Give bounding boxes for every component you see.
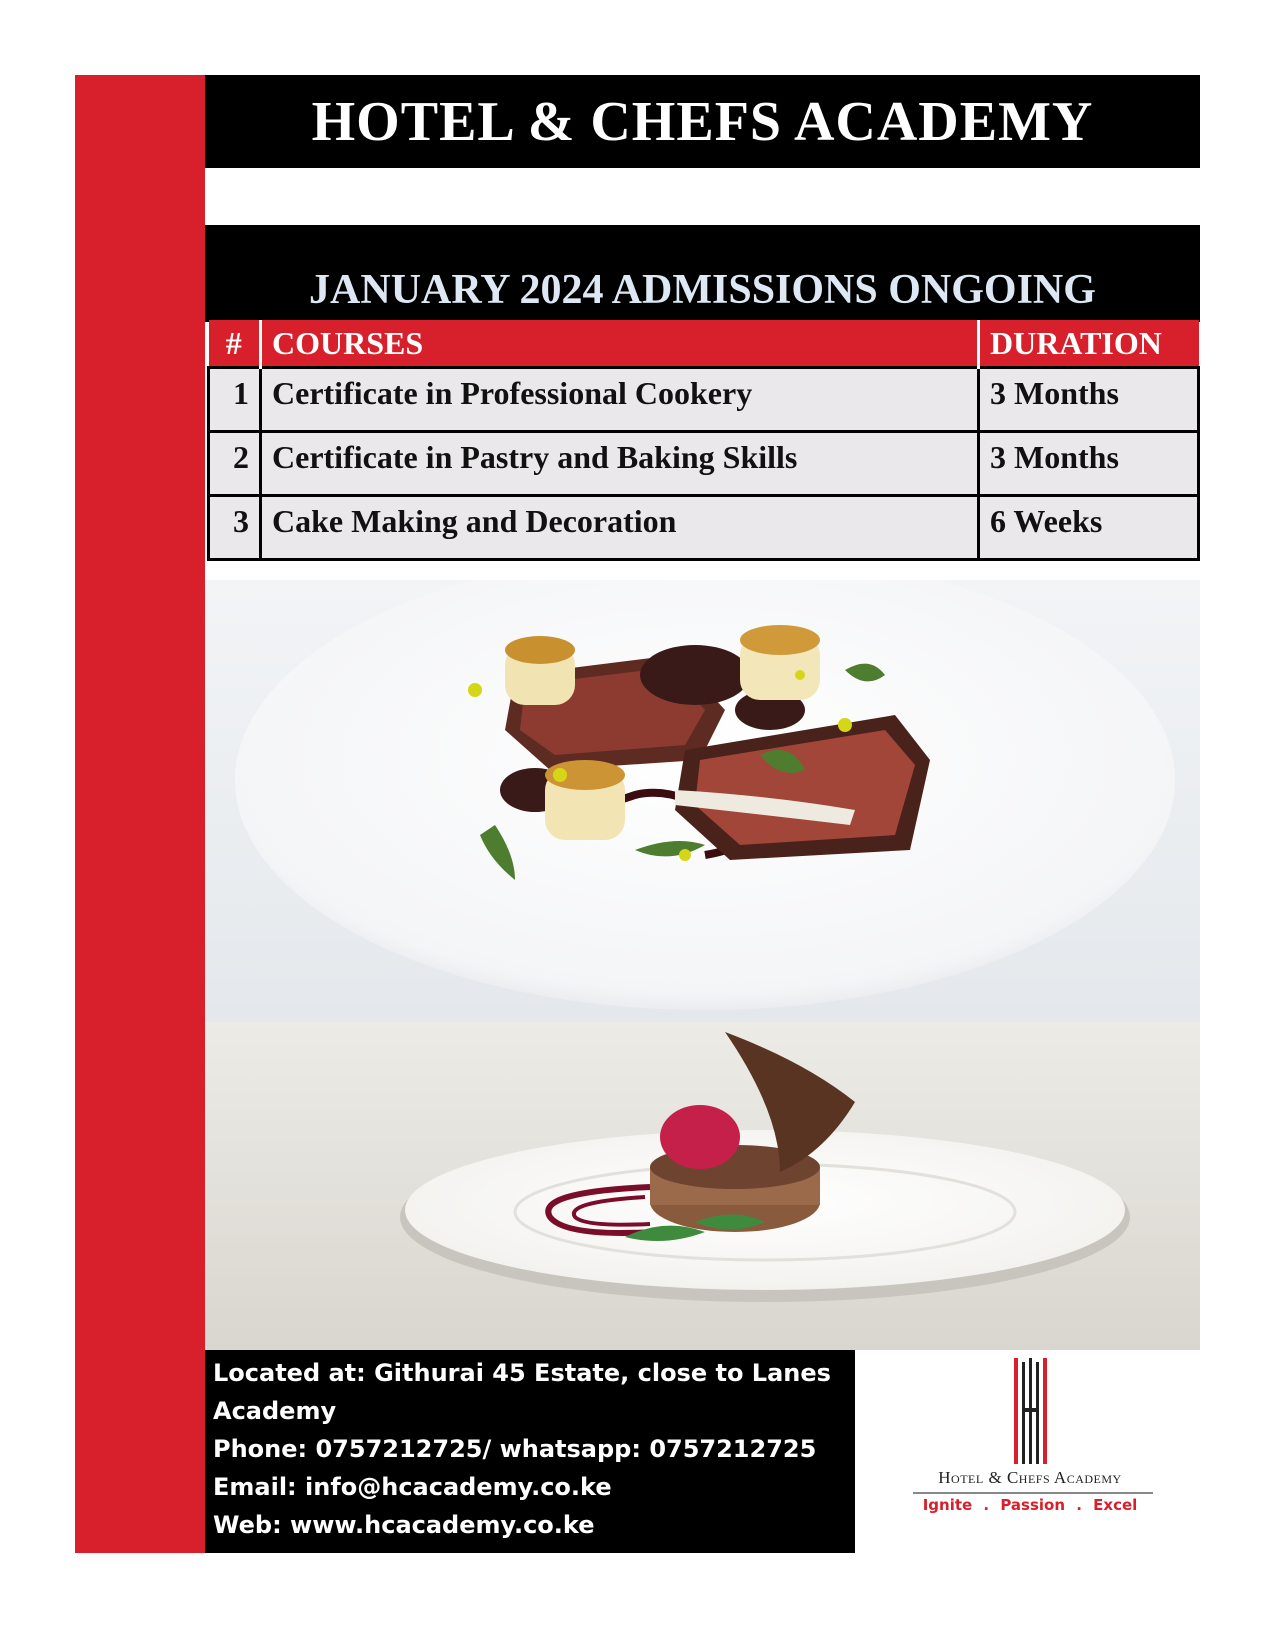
row-num: 3: [209, 496, 261, 560]
phone-line: Phone: 0757212725/ whatsapp: 0757212725: [213, 1435, 817, 1463]
row-num: 1: [209, 368, 261, 432]
page-title: HOTEL & CHEFS ACADEMY: [205, 75, 1200, 168]
logo-name: Hotel & Chefs Academy: [938, 1468, 1122, 1487]
row-duration: 3 Months: [979, 432, 1199, 496]
table-row: [209, 496, 1199, 560]
admissions-title: JANUARY 2024 ADMISSIONS ONGOING: [309, 267, 1096, 313]
logo-tagline: Ignite . Passion . Excel: [922, 1496, 1138, 1514]
steak-dish-photo: [205, 580, 1200, 1022]
academy-logo: [905, 1358, 1165, 1518]
left-red-bar: [75, 75, 205, 1553]
row-num: 2: [209, 432, 261, 496]
table-row: [209, 368, 1199, 432]
row-duration: 3 Months: [979, 368, 1199, 432]
location-line-2: Academy: [213, 1397, 337, 1425]
logo-mark-icon: [1000, 1358, 1060, 1464]
header-duration: DURATION: [979, 320, 1199, 368]
header-courses: COURSES: [261, 320, 979, 368]
dessert-photo: [205, 1022, 1200, 1350]
header-num: #: [209, 320, 261, 368]
table-header-row: [209, 320, 1199, 368]
row-duration: 6 Weeks: [979, 496, 1199, 560]
email-line: Email: info@hcacademy.co.ke: [213, 1473, 612, 1501]
web-line: Web: www.hcacademy.co.ke: [213, 1511, 595, 1539]
location-line-1: Located at: Githurai 45 Estate, close to Lanes: [213, 1359, 831, 1387]
logo-divider: [913, 1492, 1153, 1494]
table-row: [209, 432, 1199, 496]
row-course: Certificate in Professional Cookery: [261, 368, 979, 432]
row-course: Cake Making and Decoration: [261, 496, 979, 560]
admissions-banner: [205, 225, 1200, 322]
courses-table: [207, 320, 1200, 561]
contact-block: [205, 1350, 855, 1553]
row-course: Certificate in Pastry and Baking Skills: [261, 432, 979, 496]
